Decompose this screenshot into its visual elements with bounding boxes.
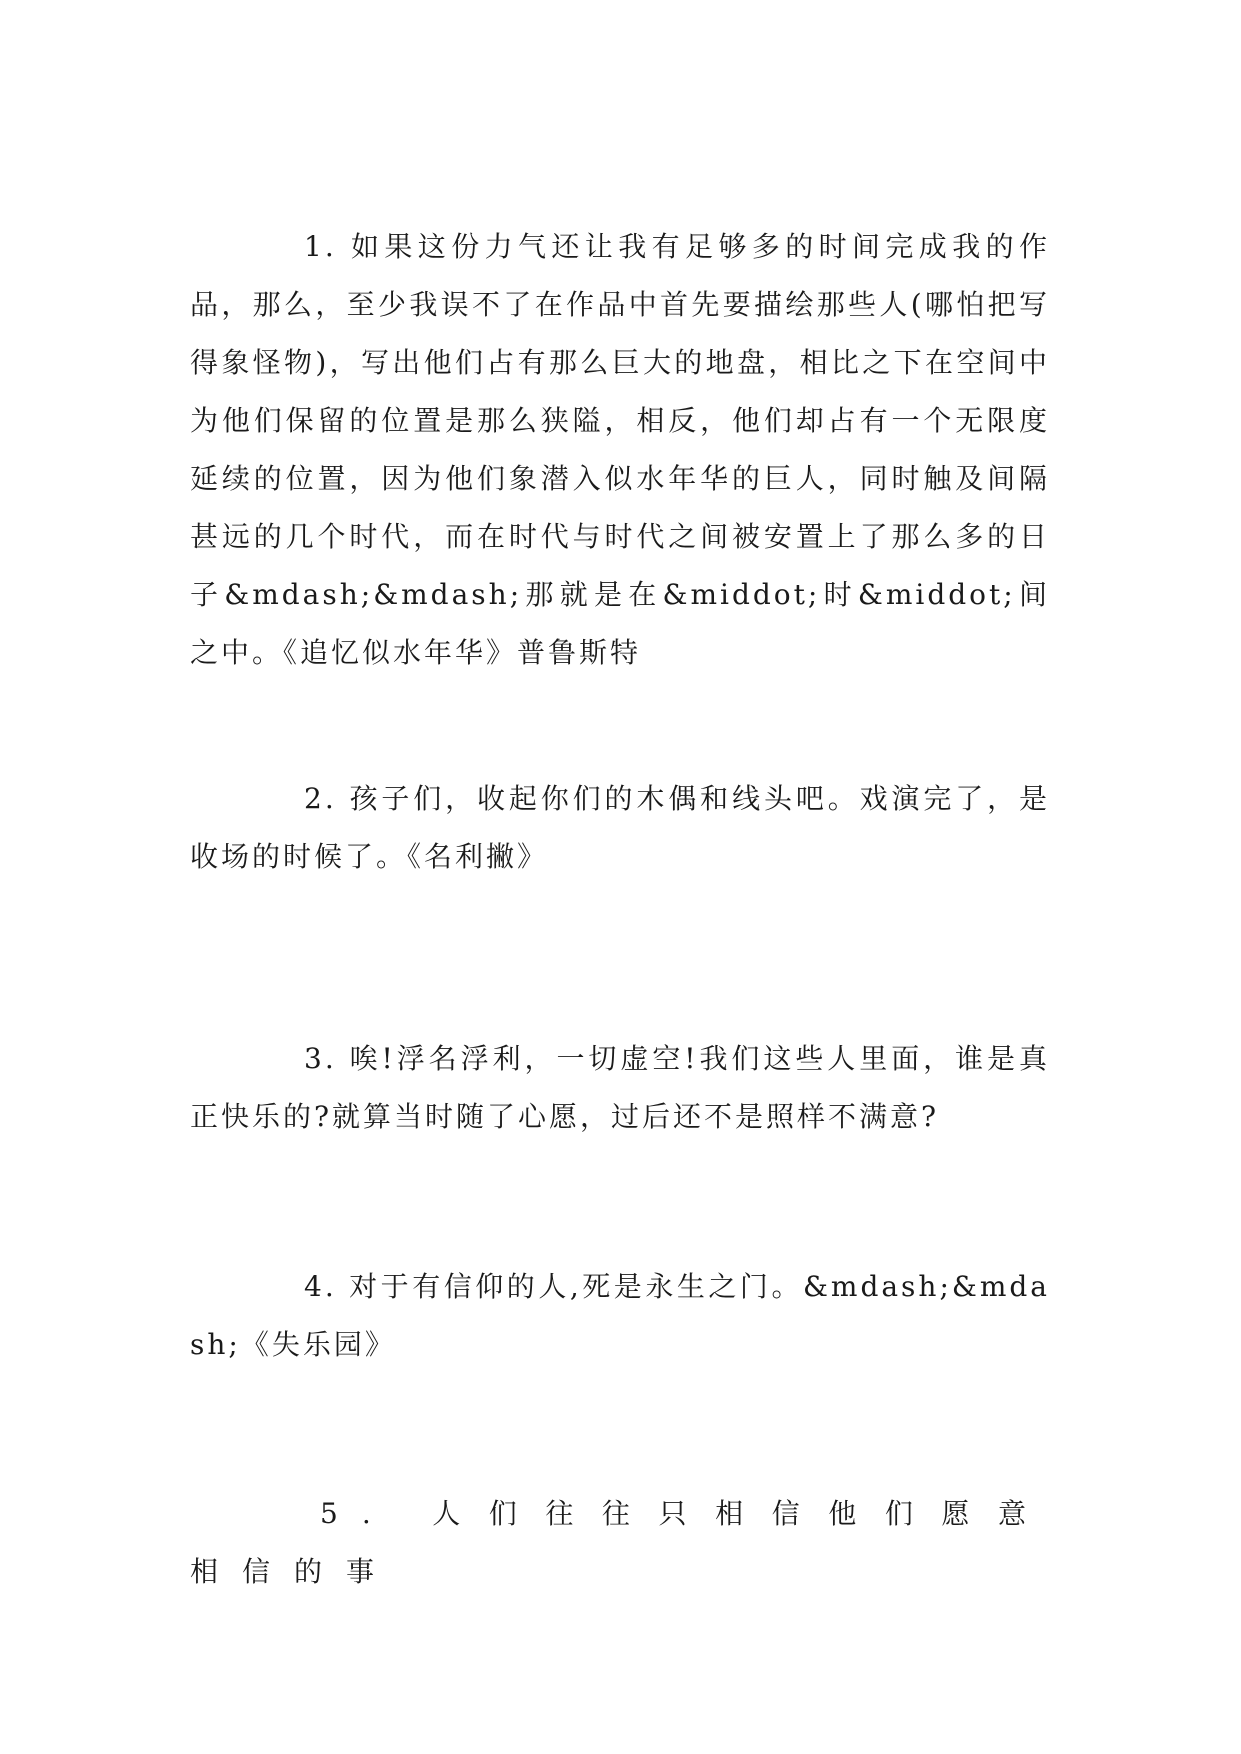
paragraph-5: 5. 人们往往只相信他们愿意相信的事 (190, 1497, 1050, 1588)
paragraph-1: 1. 如果这份力气还让我有足够多的时间完成我的作品，那么，至少我误不了在作品中首先要描绘那些人(哪怕把写得象怪物)，写出他们占有那么巨大的地盘，相比之下在空间中为他们保留的位置是那么狭隘，相反，他们却占有一个无限度延续的位置，因为他们象潜入似水年华的巨人，同时触及间隔甚远的几个时代，而在时代与时代之间被安置上了那么多的日子&mdash;&mdash;那就是在&middot;时&middot;间之中。《追忆似水年华》普鲁斯特 (190, 230, 1050, 669)
paragraph-4: 4. 对于有信仰的人,死是永生之门。&mdash;&mdash;《失乐园》 (190, 1270, 1050, 1361)
paragraph-2: 2. 孩子们，收起你们的木偶和线头吧。戏演完了，是收场的时候了。《名利撇》 (190, 782, 1050, 873)
paragraph-3: 3. 唉!浮名浮利，一切虚空!我们这些人里面，谁是真正快乐的?就算当时随了心愿，过后还不是照样不满意? (190, 1042, 1050, 1133)
